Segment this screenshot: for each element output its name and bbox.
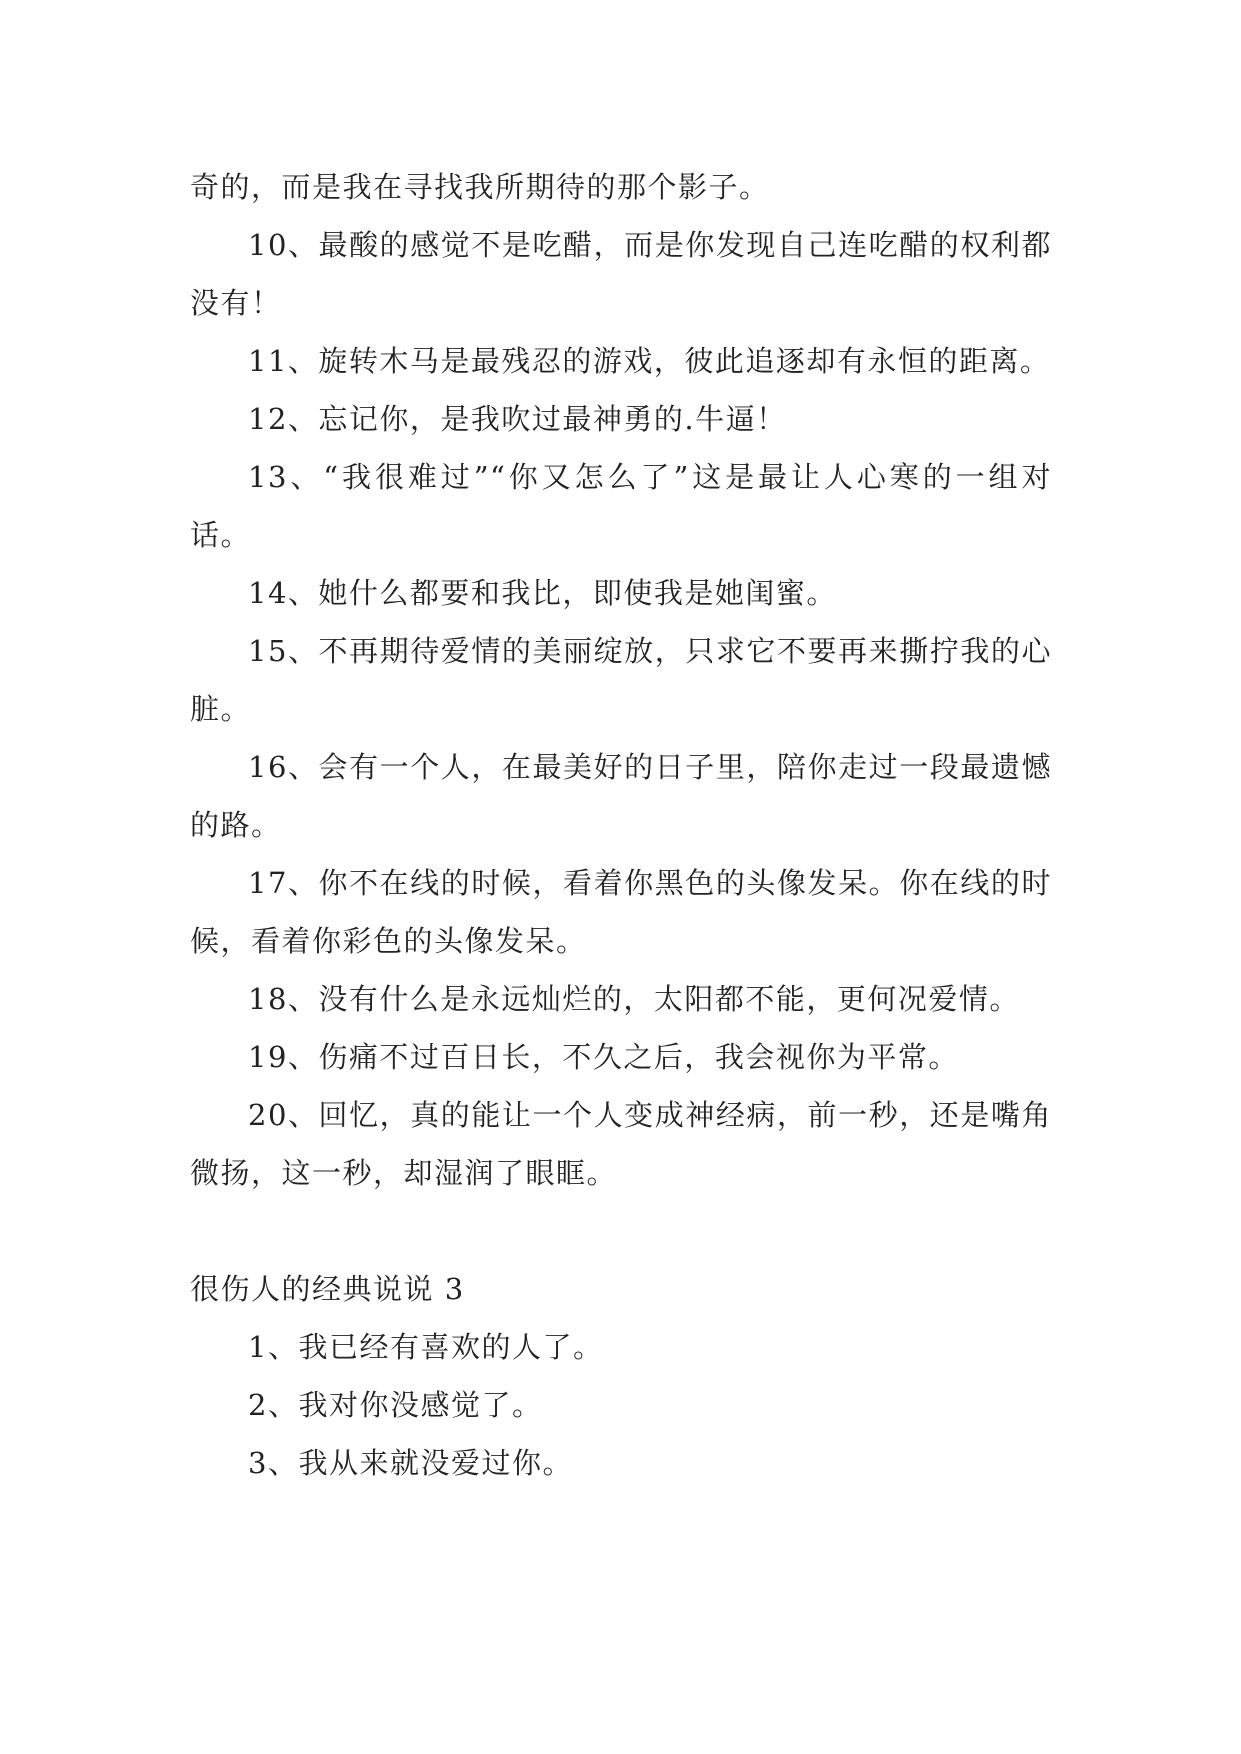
section-spacer — [190, 1202, 1052, 1260]
paragraph-item-3: 3、我从来就没爱过你。 — [248, 1446, 573, 1480]
document-body — [190, 158, 1052, 1492]
paragraph-item-19: 19、伤痛不过百日长，不久之后，我会视你为平常。 — [248, 1040, 959, 1074]
paragraph-item-10: 10、最酸的感觉不是吃醋，而是你发现自己连吃醋的权利都没有！ — [190, 228, 1052, 320]
paragraph-item-16: 16、会有一个人，在最美好的日子里，陪你走过一段最遗憾的路。 — [190, 750, 1052, 842]
paragraph-item-12: 12、忘记你，是我吹过最神勇的.牛逼！ — [248, 402, 787, 436]
paragraph-item-13: 13、“我很难过”“你又怎么了”这是最让人心寒的一组对话。 — [190, 460, 1052, 552]
paragraph-item-11: 11、旋转木马是最残忍的游戏，彼此追逐却有永恒的距离。 — [248, 344, 1051, 378]
paragraph-item-18: 18、没有什么是永远灿烂的，太阳都不能，更何况爱情。 — [248, 982, 1020, 1016]
paragraph-continued: 奇的，而是我在寻找我所期待的那个影子。 — [190, 170, 770, 204]
paragraph-item-20: 20、回忆，真的能让一个人变成神经病，前一秒，还是嘴角微扬，这一秒，却湿润了眼眶。 — [190, 1098, 1052, 1190]
section-heading: 很伤人的经典说说 3 — [190, 1272, 465, 1306]
paragraph-item-14: 14、她什么都要和我比，即使我是她闺蜜。 — [248, 576, 837, 610]
paragraph-item-15: 15、不再期待爱情的美丽绽放，只求它不要再来撕拧我的心脏。 — [190, 634, 1052, 726]
paragraph-item-2: 2、我对你没感觉了。 — [248, 1388, 543, 1422]
paragraph-item-17: 17、你不在线的时候，看着你黑色的头像发呆。你在线的时候，看着你彩色的头像发呆。 — [190, 866, 1052, 958]
paragraph-item-1: 1、我已经有喜欢的人了。 — [248, 1330, 604, 1364]
